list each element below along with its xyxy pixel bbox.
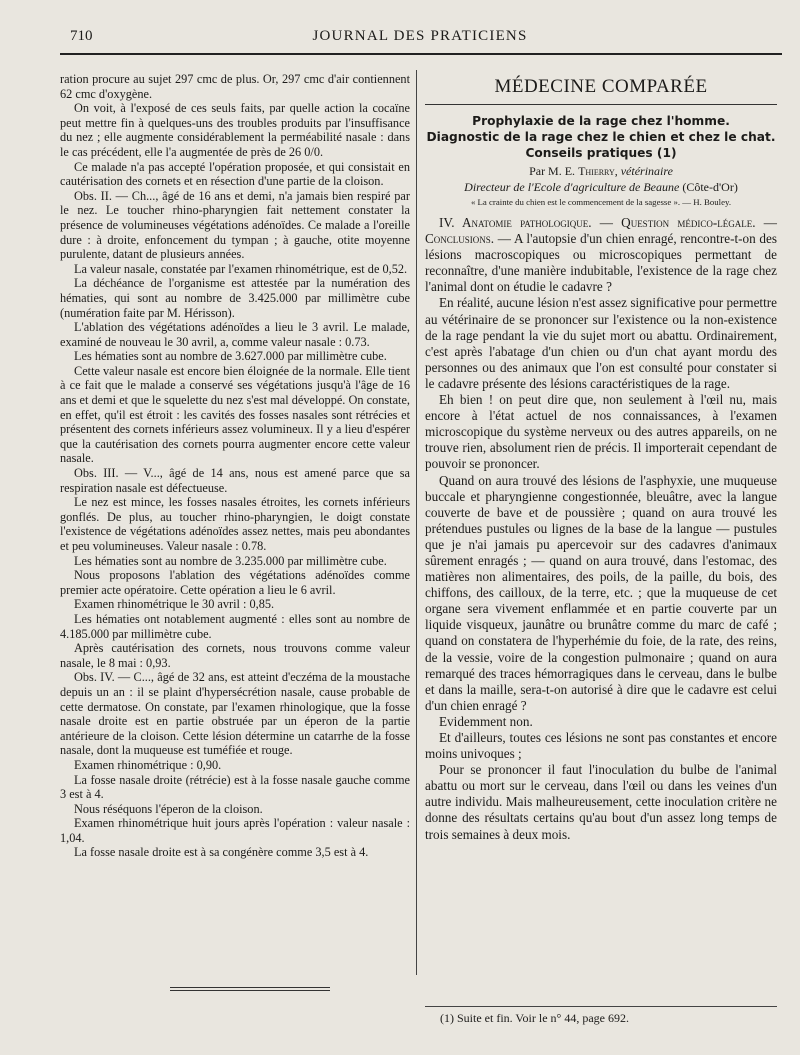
author-name: Thierry,	[578, 164, 618, 178]
right-paragraph: Eh bien ! on peut dire que, non seulement à l'œil nu, mais encore à l'état actuel de nos connaissances, à l'examen microscopique du système nerveux ou des autres appareils, on ne trouve rien, absolument rien de précis. Il importerait cependant de pouvoir se prononcer.	[425, 392, 777, 472]
left-paragraph: Examen rhinométrique le 30 avril : 0,85.	[74, 597, 275, 612]
right-paragraph: Quand on aura trouvé des lésions de l'asphyxie, une muqueuse buccale et pharyngienne congestionnée, bleuâtre, avec la langue couverte de bave et de poussière ; quand on aura trouvé les prétendues pustules ou lignes de la base de la langue — pustules que je n'ai jamais pu apercevoir sur des cadavres d'animaux sûrement enragés ; — quand on aura trouvé, dans l'estomac, des matières non alimentaires, des poils, de la paille, du bois, des chiffons, des cailloux, de la terre, etc. ; que la muqueuse de cet organe sera vivement enflammée et en partie couverte par un liquide visqueux, jaunâtre ou brunâtre comme du marc de café ; quand on constatera de l'hyperhémie du foie, de la rate, des reins, de la vessie, voire de la congestion pulmonaire ; quand on aura remarqué des traces hémorragiques dans le cerveau, dans le bulbe et dans la maille, sera-t-on autorisé à dire que le cadavre est celui d'un chien enragé ?	[425, 472, 777, 713]
article-body	[425, 215, 777, 843]
left-paragraph: Les hématies ont notablement augmenté : elles sont au nombre de 4.185.000 par millimètre cube.	[60, 611, 410, 641]
author-role: vétérinaire	[620, 164, 673, 178]
affiliation-title: Directeur de l'Ecole d'agriculture de Beaune	[464, 180, 680, 194]
article-title-line: Prophylaxie de la rage chez l'homme.	[472, 114, 730, 128]
affiliation-place: (Côte-d'Or)	[682, 180, 738, 194]
left-paragraph: Obs. IV. — C..., âgé de 32 ans, est atteint d'eczéma de la moustache depuis un an : il se plaint d'hypersécrétion nasale, cause probable de cette dermatose. On constate, par l'examen rhinologique, que la fosse nasale droite est en partie obstruée par un éperon de la partie antérieure de la cloison. Cette lésion détermine un catarrhe de la fosse nasale, dont la muqueuse est tuméfiée et rouge.	[60, 670, 410, 758]
left-paragraph: Obs. II. — Ch..., âgé de 16 ans et demi, n'a jamais bien respiré par le nez. Le toucher rhino-pharyngien fait nettement constater la présence de volumineuses végétations adénoïdes. Ce malade a l'oreille dure : à droite, enfoncement du tympan ; à gauche, otite moyenne purulente, datant de plusieurs années.	[60, 188, 410, 262]
left-paragraph: La déchéance de l'organisme est attestée par la numération des hématies, qui sont au nombre de 3.425.000 par millimètre cube (numération faite par M. Hérisson).	[60, 276, 410, 320]
right-paragraph: En réalité, aucune lésion n'est assez significative pour permettre au vétérinaire de se prononcer sur l'existence ou la non-existence de la rage pendant la vie du sujet mort ou abattu. Ordinairement, c'est après l'abatage d'un chien ou d'un chat ayant mordu des personnes ou des animaux que l'on est consulté pour constater si le cadavre présente des lésions caractéristiques de la rage.	[425, 295, 777, 391]
footnote-rule	[425, 1006, 777, 1007]
left-paragraph: Les hématies sont au nombre de 3.627.000 par millimètre cube.	[74, 349, 387, 364]
left-paragraph: La fosse nasale droite (rétrécie) est à la fosse nasale gauche comme 3 est à 4.	[60, 772, 410, 802]
affiliation	[425, 179, 777, 195]
column-divider	[416, 70, 417, 975]
right-paragraph: Pour se prononcer il faut l'inoculation du bulbe de l'animal abattu ou mort sur le cerveau, dans l'œil ou dans les veines d'un autre individu. Mais malheureusement, cette inoculation critère ne donne des résultats certains qu'au bout d'un assez long temps de trois semaines à deux mois.	[425, 762, 777, 842]
left-paragraph: Examen rhinométrique : 0,90.	[74, 757, 222, 772]
left-paragraph: Examen rhinométrique huit jours après l'opération : valeur nasale : 1,04.	[60, 816, 410, 845]
footnote: (1) Suite et fin. Voir le n° 44, page 692.	[440, 1011, 629, 1025]
left-paragraph: Obs. III. — V..., âgé de 14 ans, nous est amené parce que sa respiration nasale est défectueuse.	[60, 466, 410, 495]
right-paragraph: Et d'ailleurs, toutes ces lésions ne sont pas constantes et encore moins univoques ;	[425, 730, 777, 762]
left-paragraph: L'ablation des végétations adénoïdes a lieu le 3 avril. Le malade, examiné de nouveau le 30 avril, a, comme valeur nasale : 0.73.	[60, 320, 410, 349]
left-paragraph: La fosse nasale droite est à sa congénère comme 3,5 est à 4.	[74, 845, 369, 860]
header-rule	[60, 53, 782, 55]
running-head	[60, 28, 780, 48]
article-title-line: Conseils pratiques (1)	[525, 146, 677, 160]
right-column	[425, 72, 777, 843]
section-title: MÉDECINE COMPARÉE	[425, 76, 777, 105]
left-paragraph: Nous proposons l'ablation des végétations adénoïdes comme premier acte opératoire. Cette opération a lieu le 6 avril.	[60, 568, 410, 597]
page-number: 710	[70, 28, 93, 44]
section-heading: IV. Anatomie pathologique. — Question médico-légale. — Conclusions. — A l'autopsie d'un chien enragé, rencontre-t-on des lésions macroscopiques ou microscopiques permettant de reconnaître, d'une manière indubitable, l'existence de la rage chez l'animal dont on étudie le cadavre ?	[425, 215, 777, 295]
right-paragraph: Evidemment non.	[439, 713, 533, 729]
journal-title: JOURNAL DES PRATICIENS	[312, 28, 528, 44]
byline	[425, 163, 777, 179]
byline-prefix: Par M. E.	[529, 164, 576, 178]
left-column	[60, 72, 410, 860]
article-title	[425, 113, 777, 161]
epigraph: « La crainte du chien est le commencement de la sagesse ». — H. Bouley.	[470, 197, 732, 207]
article-title-line: Diagnostic de la rage chez le chien et chez le chat.	[426, 130, 776, 144]
left-paragraph: La valeur nasale, constatée par l'examen rhinométrique, est de 0,52.	[74, 261, 408, 276]
left-paragraph: ration procure au sujet 297 cmc de plus. Or, 297 cmc d'air contiennent 62 cmc d'oxygène.	[60, 72, 410, 101]
end-of-article-rule	[170, 987, 330, 993]
left-paragraph: Cette valeur nasale est encore bien éloignée de la normale. Elle tient à ce fait que le malade a conservé ses végétations jusqu'à l'âge de 16 ans et demi et que le squelette du nez s'est mal développé. On constate, en effet, qu'il est étroit : les cavités des fosses nasales sont rétrécies et présentent des cornets inférieurs assez volumineux. Il y a lieu d'espérer que la cautérisation des cornets pourra augmenter encore cette valeur nasale.	[60, 363, 410, 466]
left-paragraph: Les hématies sont au nombre de 3.235.000 par millimètre cube.	[74, 553, 387, 568]
left-paragraph: Ce malade n'a pas accepté l'opération proposée, et qui consistait en cautérisation des cornets et en résection d'une partie de la cloison.	[60, 159, 410, 189]
left-paragraph: On voit, à l'exposé de ces seuls faits, par quelle action la cocaïne peut mettre fin à quelques-uns des troubles produits par l'insuffisance du nez ; elle augmente considérablement la perméabilité nasale : dans le cas précédent, elle l'a augmentée de près de 26 0/0.	[60, 101, 410, 159]
left-paragraph: Après cautérisation des cornets, nous trouvons comme valeur nasale, le 8 mai : 0,93.	[60, 641, 410, 670]
left-paragraph: Le nez est mince, les fosses nasales étroites, les cornets inférieurs gonflés. De plus, au toucher rhino-pharyngien, le doigt constate l'existence de végétations adénoïdes assez nettes, mais peu abondantes et peu volumineuses. Valeur nasale : 0.78.	[60, 495, 410, 553]
left-paragraph: Nous réséquons l'éperon de la cloison.	[74, 801, 263, 816]
